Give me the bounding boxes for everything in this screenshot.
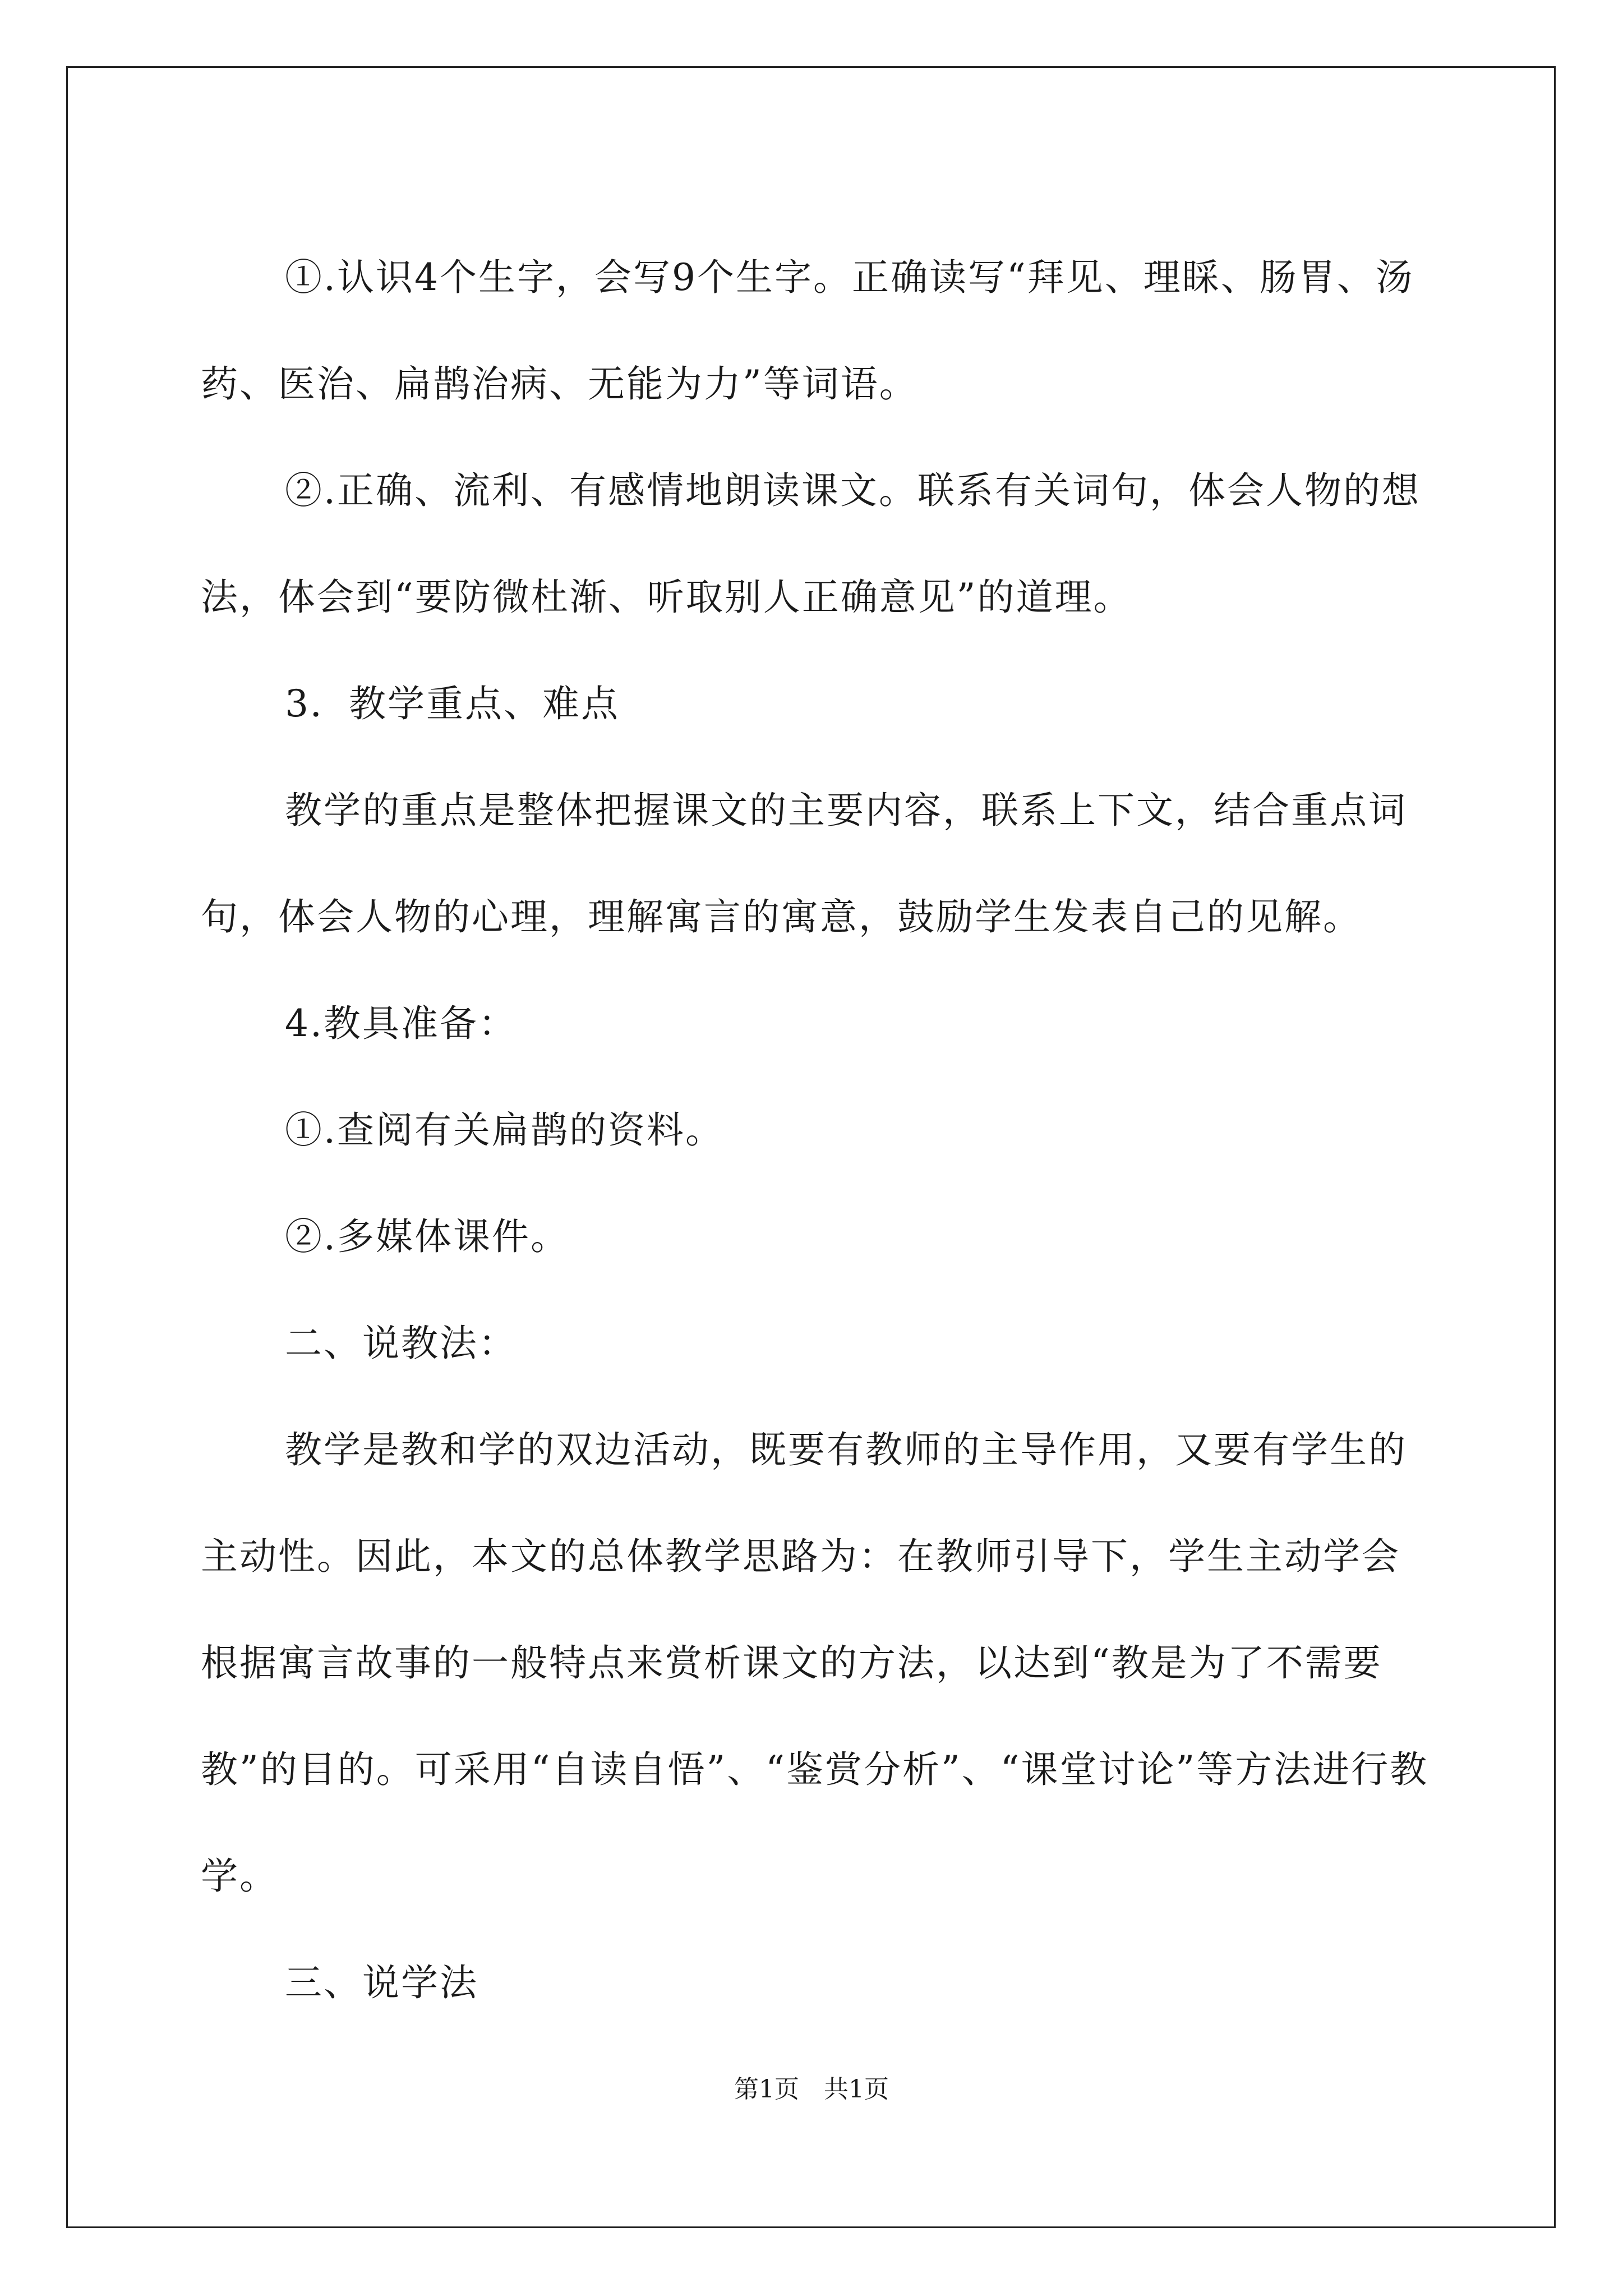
section-heading-teaching-method: 二、说教法：: [285, 1322, 517, 1365]
objective-1-paragraph: ①.认识4个生字，会写9个生字。正确读写“拜见、理睬、肠胃、汤药、医治、扁鹊治病、无能为力”等词语。: [201, 256, 1414, 406]
objective-2-paragraph: ②.正确、流利、有感情地朗读课文。联系有关词句，体会人物的想法，体会到“要防微杜渐、听取别人正确意见”的道理。: [201, 469, 1421, 619]
document-body: [201, 224, 1435, 2036]
materials-item-2: ②.多媒体课件。: [285, 1215, 569, 1258]
page-footer: 第1页 共1页: [734, 2075, 889, 2104]
teaching-method-paragraph: 教学是教和学的双边活动，既要有教师的主导作用，又要有学生的主动性。因此，本文的总体教学思路为：在教师引导下，学生主动学会根据寓言故事的一般特点来赏析课文的方法，以达到“教是为了不需要教”的目的。可采用“自读自悟”、“鉴赏分析”、“课堂讨论”等方法进行教学。: [201, 1428, 1429, 1898]
key-points-paragraph: 教学的重点是整体把握课文的主要内容，联系上下文，结合重点词句，体会人物的心理，理解寓言的寓意，鼓励学生发表自己的见解。: [201, 789, 1407, 938]
section-heading-materials: 4.教具准备：: [285, 1002, 517, 1045]
section-heading-learning-method: 三、说学法: [285, 1961, 478, 2004]
section-heading-key-points: 3．教学重点、难点: [285, 682, 620, 725]
materials-item-1: ①.查阅有关扁鹊的资料。: [285, 1108, 724, 1152]
